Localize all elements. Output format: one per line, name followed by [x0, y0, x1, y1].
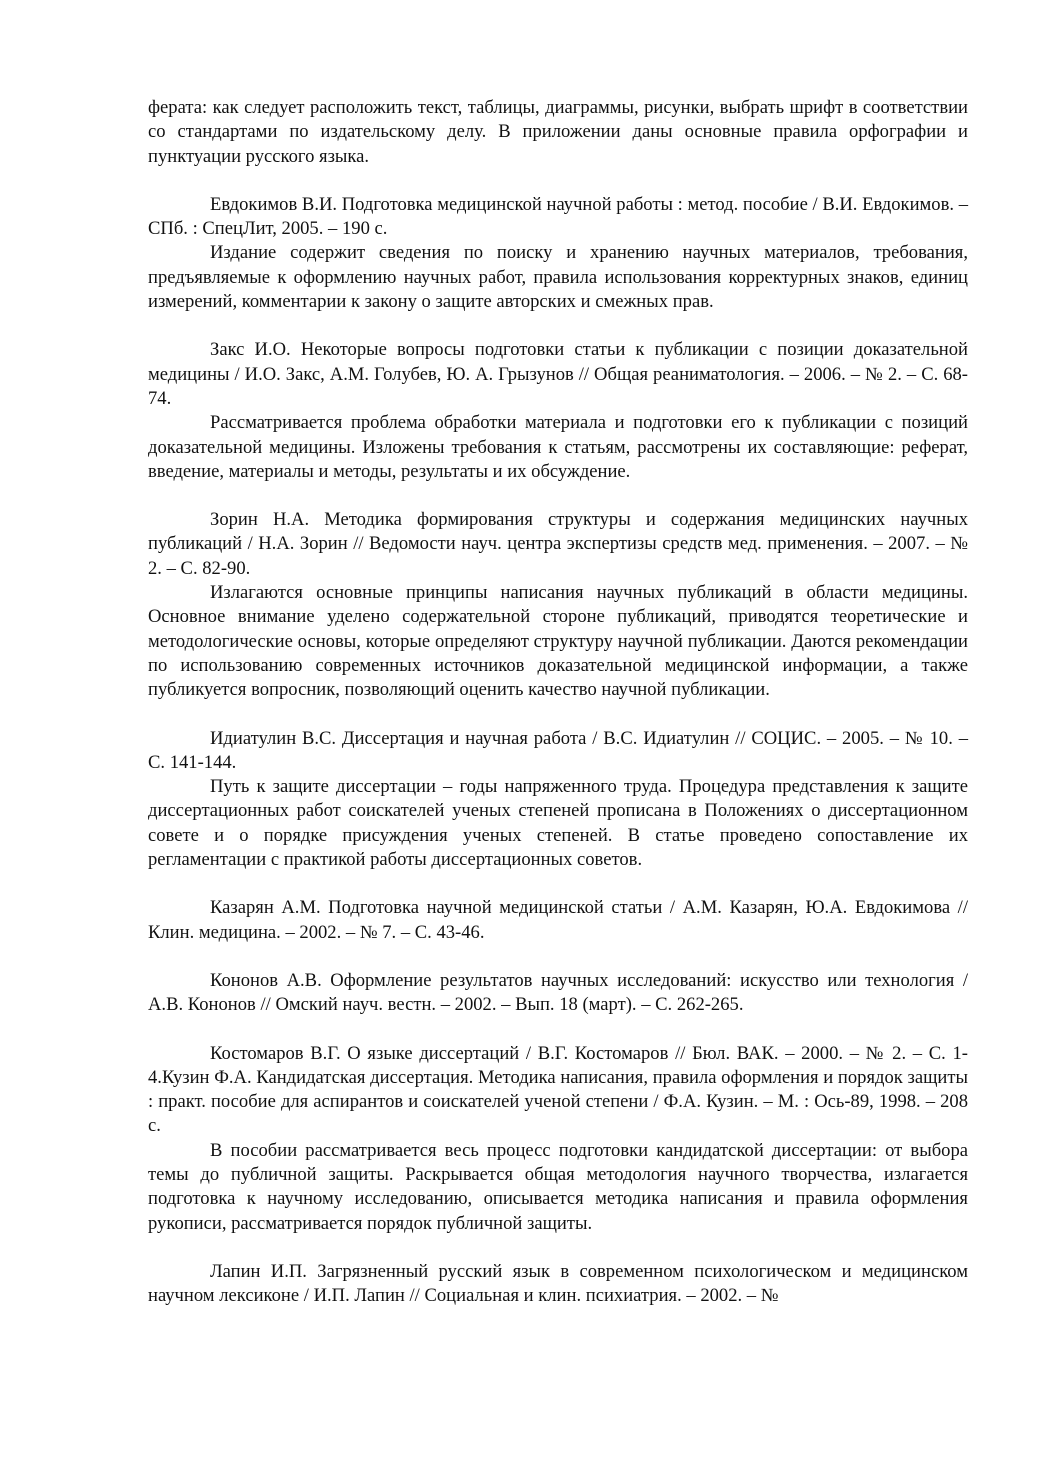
annotation: Издание содержит сведения по поиску и хранению научных материалов, требования, предъявляемые к оформлению научных работ, правила использования корректурных знаков, единиц измерений, комментарии к закону о защите авторских и смежных прав.: [148, 242, 968, 313]
annotation: Рассматривается проблема обработки материала и подготовки его к публикации с позиций доказательной медицины. Изложены требования к статьям, рассмотрены их составляющие: реферат, введение, материалы и методы, результаты и их обсуждение.: [148, 412, 968, 482]
annotation: В пособии рассматривается весь процесс подготовки кандидатской диссертации: от выбора темы до публичной защиты. Раскрывается общая методология научного творчества, излагается подготовка к научному исследованию, описывается методика написания и правила оформления рукописи, рассматривается порядок публичной защиты.: [148, 1139, 968, 1234]
annotation: Путь к защите диссертации – годы напряженного труда. Процедура представления к защите диссертационных работ соискателей ученых степеней прописана в Положениях о диссертационном совете и о порядке присуждения ученых степеней. В статье проведено сопоставление их регламентации с практикой работы диссертационных советов.: [148, 776, 968, 871]
bibliography-entry: [148, 1042, 968, 1236]
citation: Казарян А.М. Подготовка научной медицинской статьи / А.М. Казарян, Ю.А. Евдокимова // Клин. медицина. – 2002. – № 7. – С. 43-46.: [148, 897, 968, 943]
citation: Евдокимов В.И. Подготовка медицинской научной работы : метод. пособие / В.И. Евдокимов. – СПб. : СпецЛит, 2005. – 190 с.: [148, 193, 968, 240]
bibliography-entry: [148, 193, 968, 314]
citation: Закс И.О. Некоторые вопросы подготовки статьи к публикации с позиции доказательной медицины / И.О. Закс, А.М. Голубев, Ю. А. Грызунов // Общая реаниматология. – 2006. – № 2. – С. 68-74.: [148, 339, 968, 409]
bibliography-entry: [148, 1260, 968, 1309]
document-page: [148, 96, 968, 1308]
citation: Зорин Н.А. Методика формирования структуры и содержания медицинских научных публикаций / Н.А. Зорин // Ведомости науч. центра экспертизы средств мед. применения. – 2007. – № 2. – С. 82-90.: [148, 509, 968, 579]
bibliography-entry: [148, 896, 968, 945]
citation: Костомаров В.Г. О языке диссертаций / В.Г. Костомаров // Бюл. ВАК. – 2000. – № 2. – С. 1-4.Кузин Ф.А. Кандидатская диссертация. Методика написания, правила оформления и порядок защиты : практ. пособие для аспирантов и соискателей ученой степени / Ф.А. Кузин. – М. : Ось-89, 1998. – 208 с.: [148, 1042, 968, 1137]
bibliography-entry: [148, 508, 968, 702]
bibliography-entry: [148, 727, 968, 873]
citation: Кононов А.В. Оформление результатов научных исследований: искусство или технология / А.В. Кононов // Омский науч. вестн. – 2002. – Вып. 18 (март). – С. 262-265.: [148, 969, 968, 1016]
intro-paragraph: ферата: как следует расположить текст, таблицы, диаграммы, рисунки, выбрать шрифт в соответствии со стандартами по издательскому делу. В приложении даны основные правила орфографии и пунктуации русского языка.: [148, 97, 968, 167]
annotation: Излагаются основные принципы написания научных публикаций в области медицины. Основное внимание уделено содержательной стороне публикаций, приводятся теоретические и методологические основы, которые определяют структуру научной публикации. Даются рекомендации по использованию современных источников доказательной медицинской информации, а также публикуется вопросник, позволяющий оценить качество научной публикации.: [148, 582, 968, 701]
bibliography-entry: [148, 338, 968, 484]
citation: Идиатулин В.С. Диссертация и научная работа / В.С. Идиатулин // СОЦИС. – 2005. – № 10. – С. 141-144.: [148, 727, 968, 773]
bibliography-entry: [148, 969, 968, 1018]
citation: Лапин И.П. Загрязненный русский язык в современном психологическом и медицинском научном лексиконе / И.П. Лапин // Социальная и клин. психиатрия. – 2002. – №: [148, 1260, 968, 1307]
